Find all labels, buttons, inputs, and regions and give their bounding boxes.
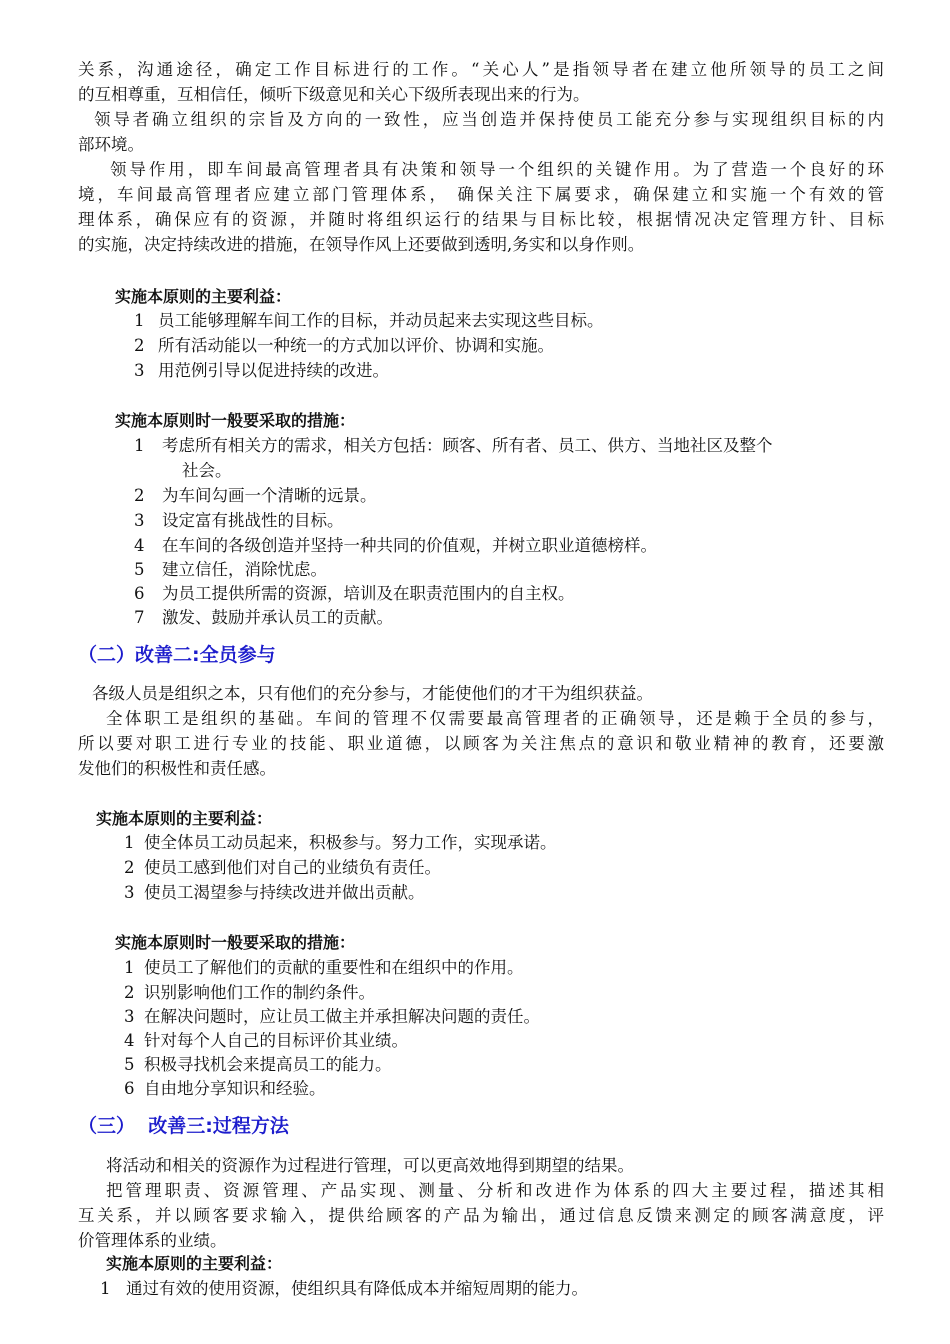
list-item: 6 自由地分享知识和经验。: [124, 1079, 326, 1098]
list-item: 2 使员工感到他们对自己的业绩负有责任。: [124, 858, 441, 877]
paragraph-line: 全体职工是组织的基础。车间的管理不仅需要最高管理者的正确领导，还是赖于全员的参与，: [106, 709, 884, 728]
list-item: 1 员工能够理解车间工作的目标，并动员起来去实现这些目标。: [134, 311, 604, 330]
section-heading: （二）改善二:全员参与: [78, 644, 276, 666]
paragraph-line: 价管理体系的业绩。: [78, 1231, 227, 1250]
list-item: 2 所有活动能以一种统一的方式加以评价、协调和实施。: [134, 336, 554, 355]
paragraph-line: 互关系，并以顾客要求输入，提供给顾客的产品为输出，通过信息反馈来测定的顾客满意度，评: [78, 1206, 884, 1225]
section-heading: （三） 改善三:过程方法: [78, 1115, 289, 1137]
list-item: 5 积极寻找机会来提高员工的能力。: [124, 1055, 392, 1074]
list-item: 1 考虑所有相关方的需求，相关方包括：顾客、所有者、员工、供方、当地社区及整个: [134, 436, 773, 455]
paragraph-line: 的实施，决定持续改进的措施，在领导作风上还要做到透明,务实和以身作则。: [78, 235, 645, 254]
paragraph-line: 领导作用，即车间最高管理者具有决策和领导一个组织的关键作用。为了营造一个良好的环: [110, 160, 884, 179]
list-item: 2 为车间勾画一个清晰的远景。: [134, 486, 377, 505]
list-item: 4 针对每个人自己的目标评价其业绩。: [124, 1031, 408, 1050]
measures-title: 实施本原则时一般要采取的措施：: [115, 933, 356, 952]
paragraph-line: 发他们的积极性和责任感。: [78, 759, 276, 778]
paragraph-line: 的互相尊重，互相信任，倾听下级意见和关心下级所表现出来的行为。: [78, 85, 590, 104]
list-item: 6 为员工提供所需的资源，培训及在职责范围内的自主权。: [134, 584, 575, 603]
list-item: 3 设定富有挑战性的目标。: [134, 511, 344, 530]
paragraph-line: 领导者确立组织的宗旨及方向的一致性，应当创造并保持使员工能充分参与实现组织目标的内: [94, 110, 884, 129]
paragraph-line: 把管理职责、资源管理、产品实现、测量、分析和改进作为体系的四大主要过程，描述其相: [106, 1181, 884, 1200]
paragraph-line: 境，车间最高管理者应建立部门管理体系， 确保关注下属要求，确保建立和实施一个有效的管: [78, 185, 884, 204]
paragraph-line: 关系，沟通途径，确定工作目标进行的工作。“关心人”是指领导者在建立他所领导的员工之间: [78, 60, 884, 79]
list-item: 1 使全体员工动员起来，积极参与。努力工作，实现承诺。: [124, 833, 557, 852]
paragraph-line: 将活动和相关的资源作为过程进行管理，可以更高效地得到期望的结果。: [106, 1156, 634, 1175]
list-item: 1 使员工了解他们的贡献的重要性和在组织中的作用。: [124, 958, 524, 977]
list-item: 7 激发、鼓励并承认员工的贡献。: [134, 608, 393, 627]
list-item-continuation: 社会。: [182, 461, 232, 480]
benefits-title: 实施本原则的主要利益：: [115, 287, 292, 306]
paragraph-line: 各级人员是组织之本，只有他们的充分参与，才能使他们的才干为组织获益。: [92, 684, 653, 703]
list-item: 5 建立信任，消除忧虑。: [134, 560, 327, 579]
list-item: 1 通过有效的使用资源，使组织具有降低成本并缩短周期的能力。: [100, 1279, 588, 1298]
paragraph-line: 部环境。: [78, 135, 144, 154]
paragraph-line: 所以要对职工进行专业的技能、职业道德，以顾客为关注焦点的意识和敬业精神的教育，还要激: [78, 734, 884, 753]
benefits-title: 实施本原则的主要利益：: [96, 809, 273, 828]
benefits-title: 实施本原则的主要利益：: [106, 1254, 283, 1273]
measures-title: 实施本原则时一般要采取的措施：: [115, 411, 356, 430]
list-item: 3 使员工渴望参与持续改进并做出贡献。: [124, 883, 425, 902]
list-item: 4 在车间的各级创造并坚持一种共同的价值观，并树立职业道德榜样。: [134, 536, 657, 555]
list-item: 3 在解决问题时，应让员工做主并承担解决问题的责任。: [124, 1007, 540, 1026]
list-item: 3 用范例引导以促进持续的改进。: [134, 361, 389, 380]
list-item: 2 识别影响他们工作的制约条件。: [124, 983, 375, 1002]
paragraph-line: 理体系，确保应有的资源，并随时将组织运行的结果与目标比较，根据情况决定管理方针、目标: [78, 210, 884, 229]
